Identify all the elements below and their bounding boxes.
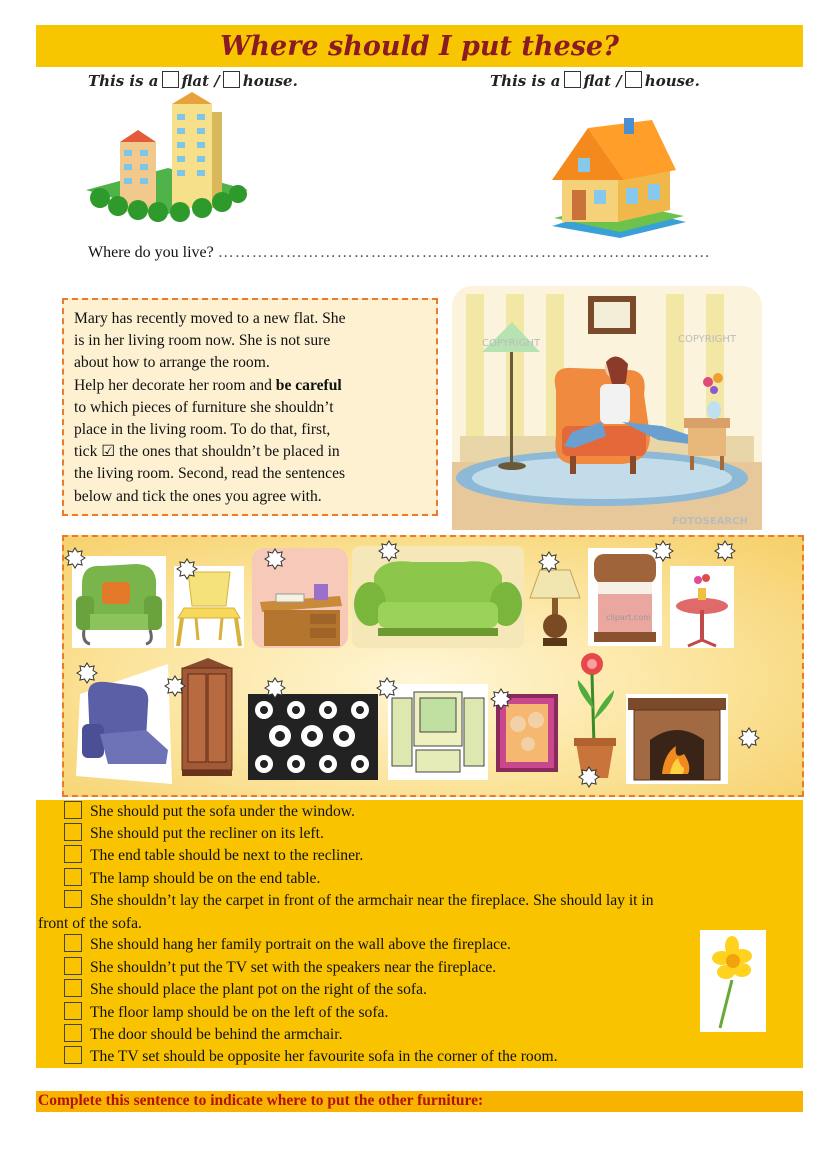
flat-house-line-right: This is a flat / house. bbox=[490, 72, 700, 90]
star-tick-icon-12[interactable] bbox=[490, 688, 512, 710]
sentence-4: The lamp should be on the end table. bbox=[38, 868, 793, 890]
sentence-6-checkbox[interactable] bbox=[64, 934, 82, 952]
story-text: Mary has recently moved to a new flat. She is in her living room now. She is not sure about how to arrange the room. Help her decorate her room and be careful to which pieces of furniture she shouldn’t place in the living room. To do that, first, tick ☑ the ones that shouldn’t be placed in the living room. Second, read the sentences below and tick the ones you agree with. bbox=[74, 310, 346, 505]
sentence-5-continued: front of the sofa. bbox=[38, 915, 142, 932]
sentence-8-checkbox[interactable] bbox=[64, 979, 82, 997]
sentence-5: She shouldn’t lay the carpet in front of the armchair near the fireplace. She should lay it in bbox=[38, 890, 793, 912]
sentence-5-checkbox[interactable] bbox=[64, 890, 82, 908]
star-tick-icon-13[interactable] bbox=[578, 766, 600, 788]
sentence-2-checkbox[interactable] bbox=[64, 823, 82, 841]
sentence-9: The floor lamp should be on the left of the sofa. bbox=[38, 1002, 793, 1024]
house-image bbox=[548, 114, 690, 240]
star-tick-icon-10[interactable] bbox=[264, 677, 286, 699]
star-tick-icon-5[interactable] bbox=[538, 551, 560, 573]
star-tick-icon-4[interactable] bbox=[378, 540, 400, 562]
fireplace-image bbox=[626, 694, 728, 784]
house-checkbox-left[interactable] bbox=[223, 71, 240, 88]
bed-image bbox=[588, 548, 662, 646]
watermark-copyright-2: COPYRIGHT bbox=[678, 334, 737, 345]
watermark-copyright: COPYRIGHT bbox=[482, 338, 541, 349]
star-tick-icon-11[interactable] bbox=[376, 677, 398, 699]
page-title: Where should I put these? bbox=[220, 31, 619, 62]
clipart-watermark: clipart.com bbox=[606, 613, 651, 622]
sentence-11: The TV set should be opposite her favourite sofa in the corner of the room. bbox=[38, 1046, 793, 1068]
wardrobe-image bbox=[178, 658, 236, 778]
sentence-7-checkbox[interactable] bbox=[64, 957, 82, 975]
sentence-6: She should hang her family portrait on the wall above the fireplace. bbox=[38, 934, 793, 956]
flat-house-line-left: This is a flat / house. bbox=[88, 72, 298, 90]
star-tick-icon-2[interactable] bbox=[176, 558, 198, 580]
star-tick-icon-9[interactable] bbox=[164, 675, 186, 697]
tv-set-image bbox=[388, 684, 488, 780]
armchair-image bbox=[72, 556, 166, 648]
watermark-brand: FOTOSEARCH bbox=[672, 516, 748, 527]
sentence-2: She should put the recliner on its left. bbox=[38, 823, 793, 845]
star-tick-icon-7[interactable] bbox=[714, 540, 736, 562]
sentence-1: She should put the sofa under the window. bbox=[38, 801, 793, 823]
sentence-7: She shouldn’t put the TV set with the speakers near the fireplace. bbox=[38, 957, 793, 979]
house-checkbox-right[interactable] bbox=[625, 71, 642, 88]
answer-line[interactable]: …………………………………………………………………………… bbox=[217, 244, 711, 261]
plant-pot-image bbox=[570, 650, 620, 782]
sentence-9-checkbox[interactable] bbox=[64, 1002, 82, 1020]
where-do-you-live-question: Where do you live? …………………………………………………………………………… bbox=[88, 244, 711, 261]
sentence-10: The door should be behind the armchair. bbox=[38, 1024, 793, 1046]
bottom-instruction: Complete this sentence to indicate where to put the other furniture: bbox=[38, 1092, 484, 1109]
sentence-11-checkbox[interactable] bbox=[64, 1046, 82, 1064]
flat-checkbox-left[interactable] bbox=[162, 71, 179, 88]
star-tick-icon-3[interactable] bbox=[264, 548, 286, 570]
sentence-8: She should place the plant pot on the right of the sofa. bbox=[38, 979, 793, 1001]
carpet-image bbox=[248, 694, 378, 780]
daffodil-image bbox=[700, 930, 766, 1032]
star-tick-icon-6[interactable] bbox=[652, 540, 674, 562]
flat-checkbox-right[interactable] bbox=[564, 71, 581, 88]
star-tick-icon-14[interactable] bbox=[738, 727, 760, 749]
sentence-10-checkbox[interactable] bbox=[64, 1024, 82, 1042]
sentence-4-checkbox[interactable] bbox=[64, 868, 82, 886]
sentence-3-checkbox[interactable] bbox=[64, 845, 82, 863]
end-table-image bbox=[670, 566, 734, 648]
living-room-image bbox=[452, 286, 762, 530]
star-tick-icon-8[interactable] bbox=[76, 662, 98, 684]
star-tick-icon-1[interactable] bbox=[64, 547, 86, 569]
sentence-1-checkbox[interactable] bbox=[64, 801, 82, 819]
sentence-3: The end table should be next to the recliner. bbox=[38, 845, 793, 867]
table-lamp-image bbox=[528, 564, 582, 650]
apartment-buildings-image bbox=[84, 90, 250, 230]
